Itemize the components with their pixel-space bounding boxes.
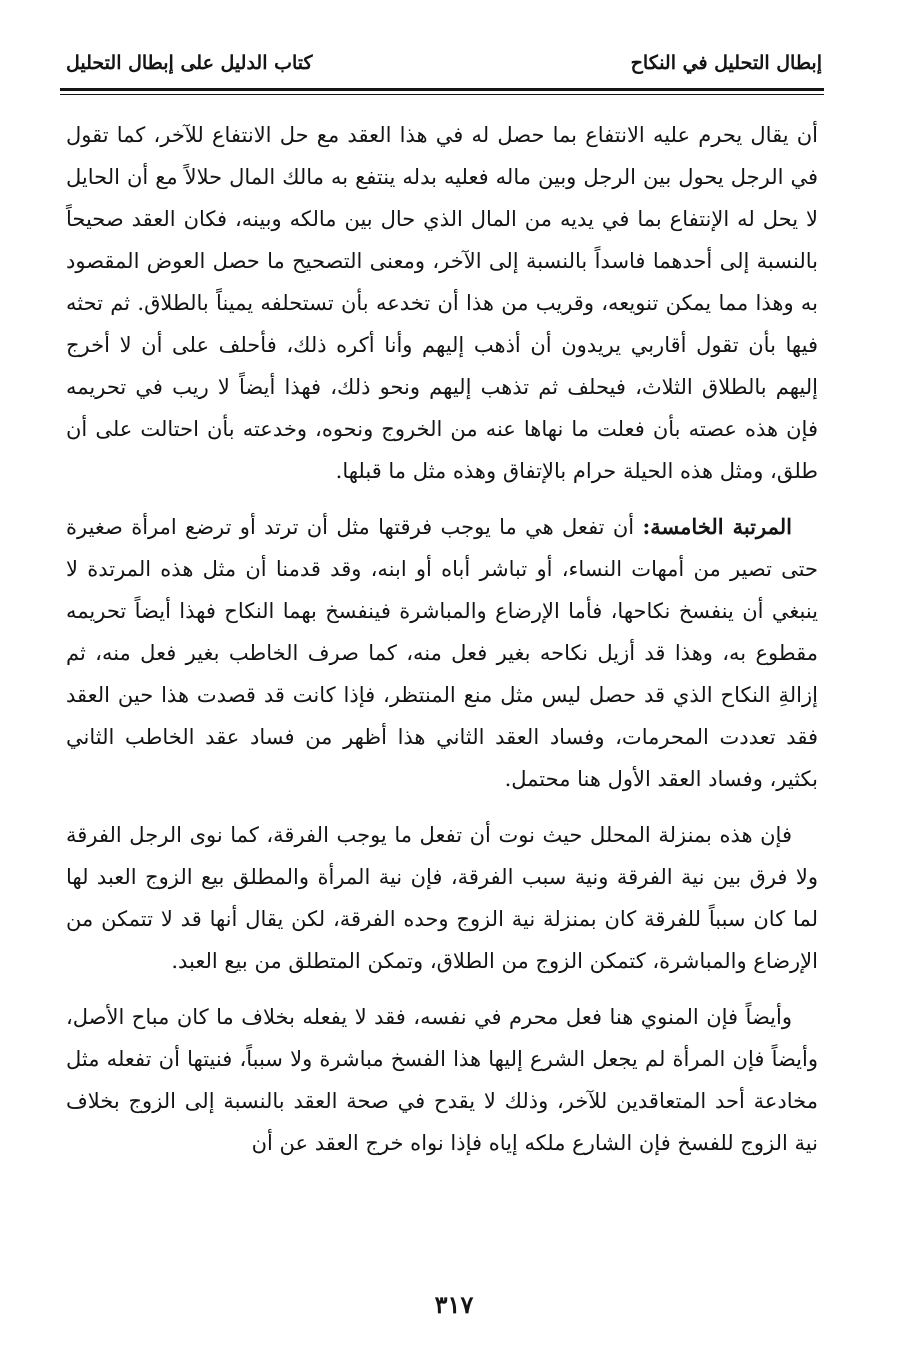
header-rule-thick bbox=[60, 88, 824, 91]
paragraph-3 bbox=[66, 814, 818, 982]
running-header bbox=[60, 44, 824, 88]
page-number: ٣١٧ bbox=[434, 1290, 474, 1319]
header-book-title: كتاب الدليل على إبطال التحليل bbox=[66, 52, 313, 74]
paragraph-2 bbox=[66, 506, 818, 800]
paragraph-4 bbox=[66, 996, 818, 1164]
header-chapter-title: إبطال التحليل في النكاح bbox=[630, 52, 822, 74]
paragraph-1 bbox=[66, 114, 818, 492]
paragraph-4-text: وأيضاً فإن المنوي هنا فعل محرم في نفسه، فقد لا يفعله بخلاف ما كان مباح الأصل، وأيضاً فإن المرأة لم يجعل الشرع إليها هذا الفسخ مباشرة ولا سبباً، فنيتها أن تفعله مثل مخادعة أحد المتعاقدين للآخر، وذلك لا يقدح في صحة العقد بالنسبة إلى الزوج بخلاف نية الزوج للفسخ فإن الشارع ملكه إياه فإذا نواه خرج العقد عن أن bbox=[66, 1005, 818, 1155]
header-rule-thin bbox=[60, 94, 824, 95]
paragraph-2-lead: المرتبة الخامسة: bbox=[642, 514, 792, 539]
paragraph-1-text: أن يقال يحرم عليه الانتفاع بما حصل له في هذا العقد مع حل الانتفاع للآخر، كما تقول في الرجل يحول بين الرجل وبين ماله فعليه بدله ينتفع به مالك المال حلالاً مع أن الحايل لا يحل له الإنتفاع بما في يديه من المال الذي حال بين مالكه وبينه، فكان العقد صحيحاً بالنسبة إلى أحدهما فاسداً بالنسبة إلى الآخر، ومعنى التصحيح ما حصل العوض المقصود به وهذا مما يمكن تنويعه، وقريب من هذا أن تخدعه بأن تستحلفه يميناً بالطلاق. ثم تحثه فيها بأن تقول أقاربي يريدون أن أذهب إليهم وأنا أكره ذلك، فأحلف على أن لا أخرج إليهم بالطلاق الثلاث، فيحلف ثم تذهب إليهم ونحو ذلك، فهذا أيضاً لا ريب في تحريمه فإن هذه عصته بأن فعلت ما نهاها عنه من الخروج ونحوه، وخدعته بأن احتالت على أن طلق، ومثل هذه الحيلة حرام بالإتفاق وهذه مثل ما قبلها. bbox=[66, 123, 818, 483]
paragraph-3-text: فإن هذه بمنزلة المحلل حيث نوت أن تفعل ما يوجب الفرقة، كما نوى الرجل الفرقة ولا فرق بين نية الفرقة ونية سبب الفرقة، فإن نية المرأة والمطلق بيع الزوج العبد لها لما كان سبباً للفرقة كان بمنزلة نية الزوج وحده الفرقة، لكن يقال أنها قد لا تتمكن من الإرضاع والمباشرة، كتمكن الزوج من الطلاق، وتمكن المتطلق من بيع العبد. bbox=[66, 823, 818, 973]
body-text bbox=[66, 114, 818, 1178]
paragraph-2-text: أن تفعل هي ما يوجب فرقتها مثل أن ترتد أو ترضع امرأة صغيرة حتى تصير من أمهات النساء، أو تباشر أباه أو ابنه، وقد قدمنا أن مثل هذه المرتدة لا ينبغي أن ينفسخ نكاحها، فأما الإرضاع والمباشرة فينفسخ بهما النكاح فهذا أيضاً تحريمه مقطوع به، وهذا قد أزيل نكاحه بغير فعل منه، كما صرف الخاطب بغير فعل منه، ثم إزالةِ النكاح الذي قد حصل ليس مثل منع المنتظر، فإذا كانت قد قصدت هذا حين العقد فقد تعددت المحرمات، وفساد العقد الثاني هذا أظهر من فساد عقد الخاطب الثاني بكثير، وفساد العقد الأول هنا محتمل. bbox=[66, 515, 818, 791]
